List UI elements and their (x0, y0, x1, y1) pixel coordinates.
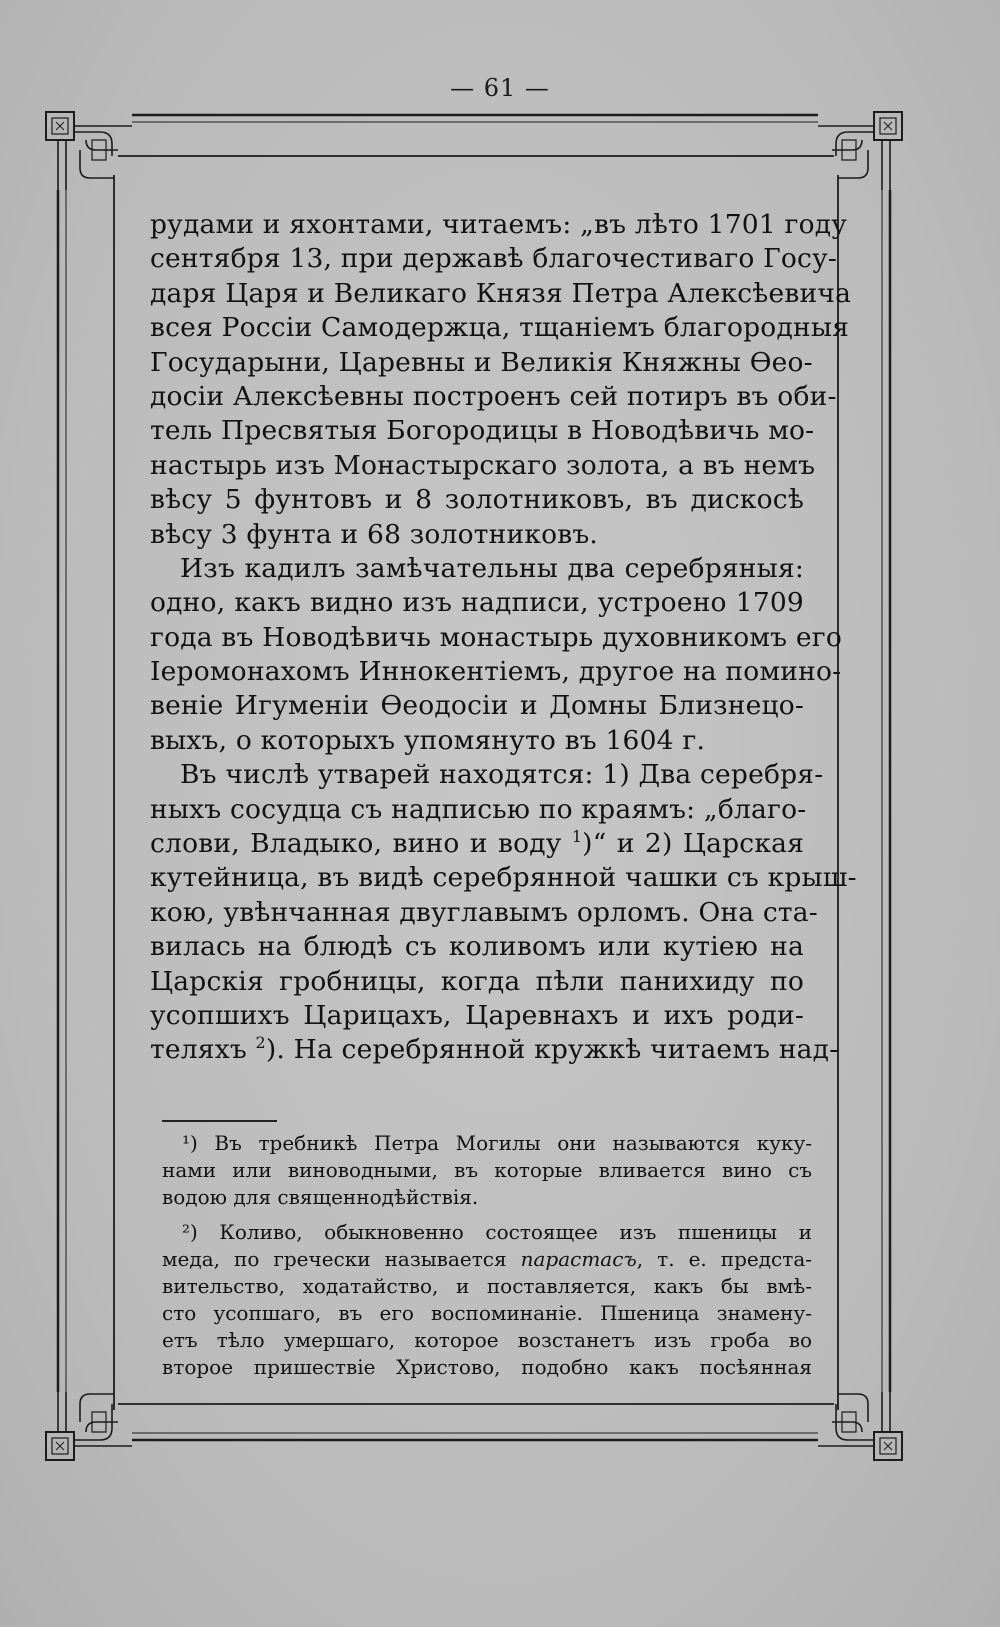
text-fragment: , т. е. предста- (636, 1247, 813, 1271)
text-fragment: )“ и 2) Царская (582, 828, 805, 860)
text-line: Государыни, Царевны и Великія Княжны Ѳео- (150, 346, 813, 378)
text-line (150, 1033, 839, 1067)
text-line: Въ числѣ утварей находятся: 1) Два серебря- (180, 759, 824, 791)
text-line: ныхъ сосудца съ надписью по краямъ: „благо- (150, 793, 807, 825)
text-line: настырь изъ Монастырскаго золота, а въ немъ (150, 449, 816, 481)
page-number: — 61 — (450, 74, 550, 102)
text-line: вѣсу 3 фунта и 68 золотниковъ. (150, 518, 599, 550)
footnote-line (162, 1246, 812, 1273)
text-line: одно, какъ видно изъ надписи, устроено 1709 (150, 587, 804, 619)
italic-term: парастасъ (520, 1247, 637, 1271)
footnote-line: второе пришествіе Христово, подобно какъ посѣянная (162, 1355, 812, 1379)
footnote-line: ²) Коливо, обыкновенно состоящее изъ пшеницы и (182, 1220, 812, 1244)
text-line: тель Пресвятыя Богородицы в Новодѣвичь мо- (150, 415, 815, 447)
main-text (150, 208, 857, 1068)
text-line: досіи Алексѣевны построенъ сей потиръ въ оби- (150, 380, 837, 412)
footnote-line: нами или виноводными, въ которые вливается вино съ (162, 1158, 812, 1182)
footnotes (162, 1130, 812, 1381)
text-line: Іеромонахомъ Иннокентіемъ, другое на помино- (150, 656, 842, 688)
text-line: кою, увѣнчанная двуглавымъ орломъ. Она ста- (150, 896, 818, 928)
text-fragment: слови, Владыко, вино и воду (150, 828, 562, 860)
text-fragment: ). На серебрянной кружкѣ читаемъ над- (265, 1034, 839, 1066)
text-line: даря Царя и Великаго Князя Петра Алексѣевича (150, 277, 852, 309)
footnote-line: водою для священнодѣйствія. (162, 1185, 479, 1209)
text-line: вилась на блюдѣ съ коливомъ или кутіею на (150, 931, 804, 963)
footnote-line: сто усопшаго, въ его воспоминаніе. Пшеница знамену- (162, 1301, 812, 1325)
text-line: вѣсу 5 фунтовъ и 8 золотниковъ, въ дискосѣ (150, 484, 804, 516)
text-line: Царскія гробницы, когда пѣли панихиду по (150, 965, 804, 997)
footnote-line: етъ тѣло умершаго, которое возстанетъ изъ гроба во (162, 1328, 812, 1352)
text-line (150, 827, 804, 861)
text-line: выхъ, о которыхъ упомянуто въ 1604 г. (150, 724, 706, 756)
text-fragment: меда, по гречески называется (162, 1247, 507, 1271)
footnote-line: вительство, ходатайство, и поставляется, какъ бы вмѣ- (162, 1274, 812, 1298)
text-fragment: теляхъ (150, 1034, 247, 1066)
text-line: сентября 13, при державѣ благочестиваго Госу- (150, 243, 838, 275)
text-line: кутейница, въ видѣ серебрянной чашки съ крыш- (150, 862, 857, 894)
text-line: веніе Игуменіи Ѳеодосіи и Домны Близнецо- (150, 690, 804, 722)
text-line: рудами и яхонтами, читаемъ: „въ лѣто 1701 году (150, 209, 848, 240)
footnote-line: ¹) Въ требникѣ Петра Могилы они называются куку- (182, 1131, 812, 1155)
text-line: усопшихъ Царицахъ, Царевнахъ и ихъ роди- (150, 999, 804, 1031)
footnote-ref: 1 (571, 827, 583, 847)
footnote-divider (162, 1120, 277, 1122)
text-line: всея Россіи Самодержца, тщаніемъ благородныя (150, 312, 850, 344)
footnote-ref: 2 (255, 1033, 266, 1053)
text-line: года въ Новодѣвичь монастырь духовникомъ его (150, 621, 842, 653)
text-line: Изъ кадилъ замѣчательны два серебряныя: (180, 552, 804, 584)
